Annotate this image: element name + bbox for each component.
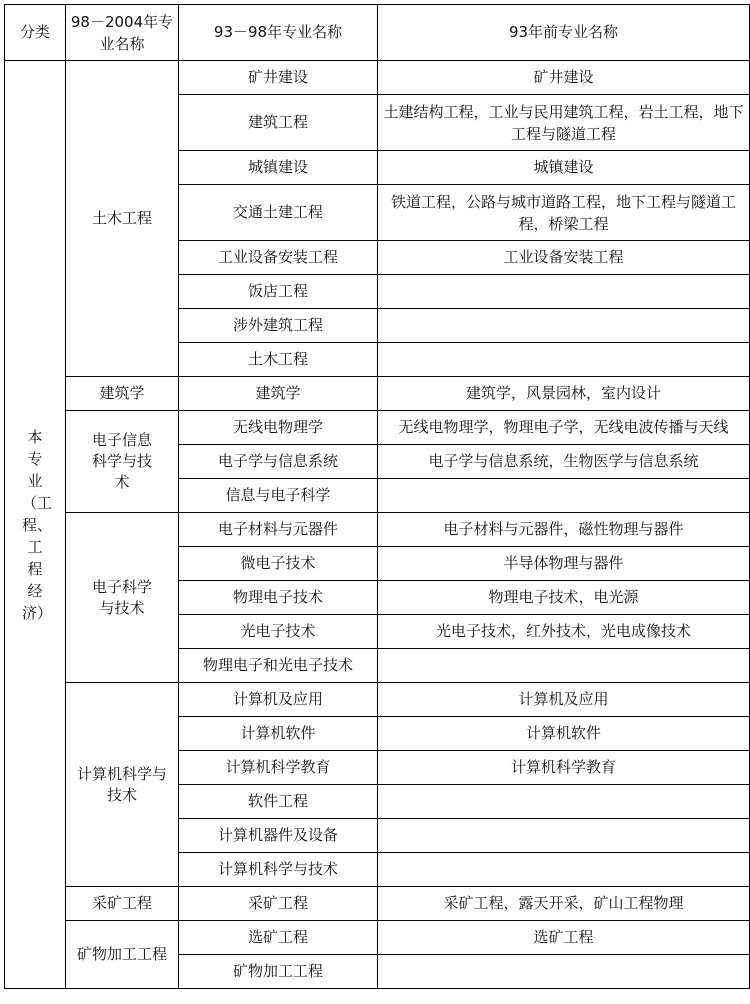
category-label: 本专业（工程、工程经济） (22, 427, 53, 622)
major-93-98-cell: 光电子技术 (179, 615, 378, 649)
table-row (5, 411, 750, 445)
major-pre93-cell (378, 853, 750, 887)
major-93-98-cell: 选矿工程 (179, 921, 378, 955)
group-name-cell (66, 683, 179, 887)
group-name: 电子信息科学与技术 (91, 431, 152, 491)
table-row (5, 683, 750, 717)
major-93-98-cell: 建筑工程 (179, 95, 378, 151)
table-row (5, 513, 750, 547)
major-pre93-cell (378, 649, 750, 683)
major-93-98-cell: 涉外建筑工程 (179, 309, 378, 343)
major-93-98-cell: 采矿工程 (179, 887, 378, 921)
major-pre93-cell: 电子学与信息系统，生物医学与信息系统 (378, 445, 750, 479)
major-pre93-cell (378, 955, 750, 989)
table-row (5, 921, 750, 955)
major-93-98-cell: 饭店工程 (179, 275, 378, 309)
major-pre93-cell (378, 785, 750, 819)
table-row (5, 377, 750, 411)
major-93-98-cell: 矿物加工工程 (179, 955, 378, 989)
major-93-98-cell: 软件工程 (179, 785, 378, 819)
major-93-98-cell: 计算机科学与技术 (179, 853, 378, 887)
major-93-98-cell: 矿井建设 (179, 61, 378, 95)
major-93-98-cell: 物理电子技术 (179, 581, 378, 615)
header-category: 分类 (5, 5, 66, 61)
major-93-98-cell: 计算机及应用 (179, 683, 378, 717)
major-93-98-cell: 信息与电子科学 (179, 479, 378, 513)
major-pre93-cell: 无线电物理学，物理电子学，无线电波传播与天线 (378, 411, 750, 445)
major-93-98-cell: 电子材料与元器件 (179, 513, 378, 547)
table-row (5, 887, 750, 921)
major-93-98-cell: 城镇建设 (179, 151, 378, 185)
major-pre93-cell: 城镇建设 (378, 151, 750, 185)
major-93-98-cell: 交通土建工程 (179, 185, 378, 241)
group-name: 电子科学与技术 (91, 577, 152, 617)
major-pre93-cell: 建筑学，风景园林，室内设计 (378, 377, 750, 411)
major-pre93-cell: 矿井建设 (378, 61, 750, 95)
major-pre93-cell: 半导体物理与器件 (378, 547, 750, 581)
header-major-93-98: 93－98年专业名称 (179, 5, 378, 61)
major-pre93-cell (378, 275, 750, 309)
group-name: 矿物加工工程 (76, 945, 167, 963)
major-pre93-cell: 土建结构工程，工业与民用建筑工程，岩土工程，地下工程与隧道工程 (378, 95, 750, 151)
table-row (5, 61, 750, 95)
group-name: 采矿工程 (91, 894, 152, 912)
group-name-cell (66, 887, 179, 921)
group-name: 土木工程 (91, 209, 152, 227)
group-name: 计算机科学与技术 (76, 764, 167, 804)
major-pre93-cell: 采矿工程，露天开采，矿山工程物理 (378, 887, 750, 921)
category-cell (5, 61, 66, 989)
header-major-pre93: 93年前专业名称 (378, 5, 750, 61)
major-pre93-cell: 计算机科学教育 (378, 751, 750, 785)
major-pre93-cell: 电子材料与元器件，磁性物理与器件 (378, 513, 750, 547)
major-93-98-cell: 计算机科学教育 (179, 751, 378, 785)
major-pre93-cell (378, 819, 750, 853)
major-pre93-cell: 选矿工程 (378, 921, 750, 955)
major-mapping-table (4, 4, 750, 989)
major-pre93-cell (378, 309, 750, 343)
major-93-98-cell: 微电子技术 (179, 547, 378, 581)
major-93-98-cell: 工业设备安装工程 (179, 241, 378, 275)
header-row (5, 5, 750, 61)
major-pre93-cell (378, 343, 750, 377)
major-93-98-cell: 无线电物理学 (179, 411, 378, 445)
header-major-98-2004: 98－2004年专业名称 (66, 5, 179, 61)
major-pre93-cell: 物理电子技术，电光源 (378, 581, 750, 615)
major-93-98-cell: 计算机软件 (179, 717, 378, 751)
major-pre93-cell: 铁道工程，公路与城市道路工程，地下工程与隧道工程，桥梁工程 (378, 185, 750, 241)
major-93-98-cell: 建筑学 (179, 377, 378, 411)
group-name-cell (66, 513, 179, 683)
group-name-cell (66, 61, 179, 377)
major-pre93-cell: 计算机及应用 (378, 683, 750, 717)
major-93-98-cell: 物理电子和光电子技术 (179, 649, 378, 683)
group-name: 建筑学 (99, 384, 145, 402)
major-pre93-cell (378, 479, 750, 513)
major-93-98-cell: 计算机器件及设备 (179, 819, 378, 853)
group-name-cell (66, 377, 179, 411)
group-name-cell (66, 921, 179, 989)
major-pre93-cell: 计算机软件 (378, 717, 750, 751)
group-name-cell (66, 411, 179, 513)
table-body (5, 5, 750, 989)
major-93-98-cell: 电子学与信息系统 (179, 445, 378, 479)
major-pre93-cell: 光电子技术，红外技术，光电成像技术 (378, 615, 750, 649)
major-pre93-cell: 工业设备安装工程 (378, 241, 750, 275)
major-93-98-cell: 土木工程 (179, 343, 378, 377)
